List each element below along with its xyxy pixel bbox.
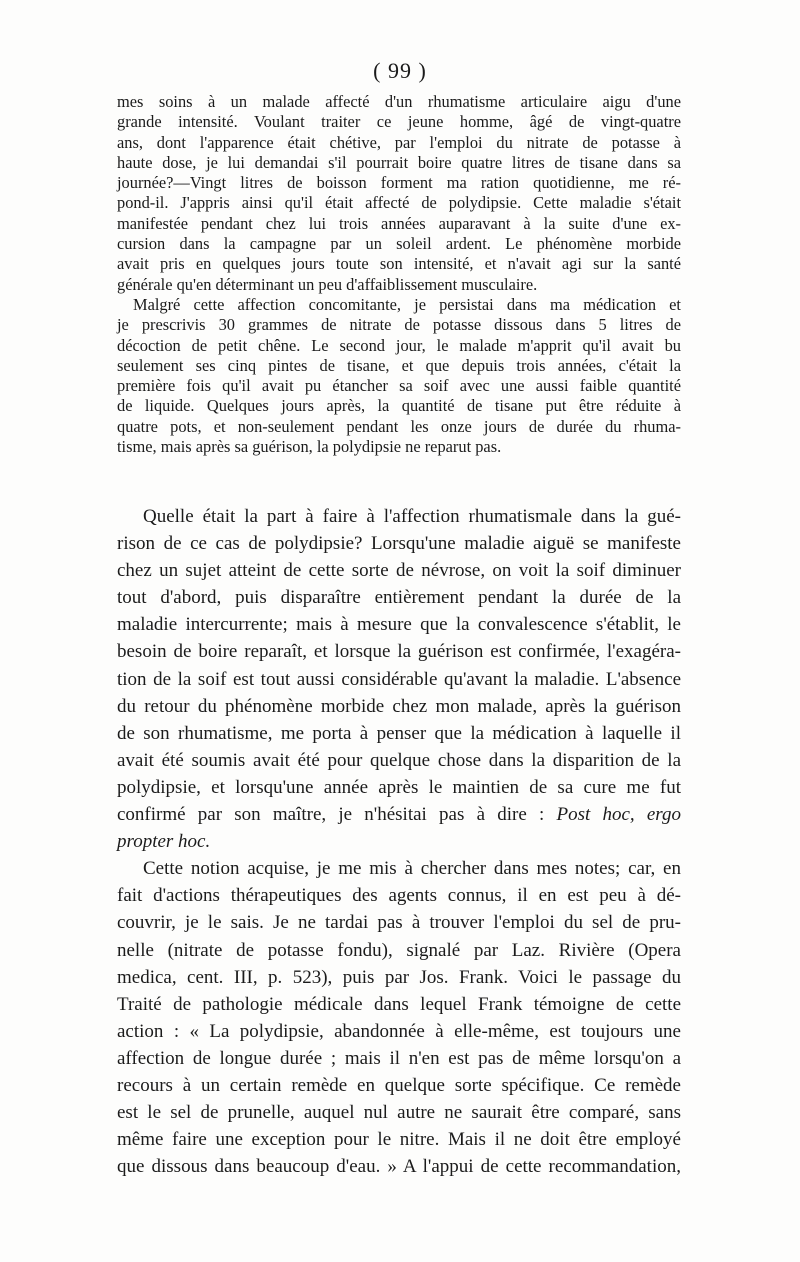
text-line: besoin de boire reparaît, et lorsque la guérison est confirmée, l'exagéra-: [117, 641, 681, 663]
text-segment: confirmé par son maître, je n'hésitai pas à dire :: [117, 804, 557, 826]
text-line: avait été soumis avait été pour quelque chose dans la disparition de la: [117, 749, 681, 771]
text-line: fait d'actions thérapeutiques des agents connus, il en est peu à dé-: [117, 885, 681, 907]
discussion-paragraph: [117, 503, 681, 1180]
text-line: manifestée pendant chez lui trois années auparavant à la suite d'une ex-: [117, 213, 681, 233]
text-line: tout d'abord, puis disparaître entièrement pendant la durée de la: [117, 587, 681, 609]
text-line: du retour du phénomène morbide chez mon malade, après la guérison: [117, 695, 681, 717]
text-line: journée?—Vingt litres de boisson forment ma ration quotidienne, me ré-: [117, 173, 681, 193]
page-number: ( 99 ): [373, 58, 427, 83]
text-line: maladie intercurrente; mais à mesure que la convalescence s'établit, le: [117, 614, 681, 636]
text-line: nelle (nitrate de potasse fondu), signalé par Laz. Rivière (Opera: [117, 939, 681, 961]
text-line: ans, dont l'apparence était chétive, par l'emploi du nitrate de potasse à: [117, 132, 681, 152]
text-line: recours à un certain remède en quelque sorte spécifique. Ce remède: [117, 1074, 681, 1096]
text-line: je prescrivis 30 grammes de nitrate de potasse dissous dans 5 litres de: [117, 315, 681, 335]
text-line: action : « La polydipsie, abandonnée à elle-même, est toujours une: [117, 1020, 681, 1042]
text-line: tisme, mais après sa guérison, la polydipsie ne reparut pas.: [117, 437, 502, 457]
latin-phrase: Post hoc, ergo: [556, 804, 681, 826]
text-line: même faire une exception pour le nitre. Mais il ne doit être employé: [117, 1129, 681, 1151]
case-report-paragraph: [117, 92, 681, 457]
text-line: de liquide. Quelques jours après, la quantité de tisane put être réduite à: [117, 396, 681, 416]
text-line: grande intensité. Voulant traiter ce jeune homme, âgé de vingt-quatre: [117, 112, 681, 132]
text-line: générale qu'en déterminant un peu d'affaiblissement musculaire.: [117, 274, 538, 294]
text-line: de son rhumatisme, me porta à penser que la médication à laquelle il: [117, 722, 681, 744]
text-line: Malgré cette affection concomitante, je persistai dans ma médication et: [133, 294, 681, 314]
text-line: affection de longue durée ; mais il n'en est pas de même lorsqu'on a: [117, 1047, 681, 1069]
text-line: décoction de petit chêne. Le second jour, le malade m'apprit qu'il avait bu: [117, 335, 681, 355]
text-line: couvrir, je le sais. Je ne tardai pas à trouver l'emploi du sel de pru-: [117, 912, 681, 934]
text-line-italic: [117, 828, 681, 855]
text-line: pond-il. J'appris ainsi qu'il était affecté de polydipsie. Cette maladie s'était: [117, 193, 681, 213]
text-line: chez un sujet atteint de cette sorte de névrose, on voit la soif diminuer: [117, 560, 681, 582]
text-line: Traité de pathologie médicale dans lequel Frank témoigne de cette: [117, 993, 681, 1015]
text-line: avait pris en quelques jours toute son intensité, et n'avait agi sur la santé: [117, 254, 681, 274]
text-line: seulement ses cinq pintes de tisane, et que depuis trois années, c'était la: [117, 355, 681, 375]
text-line: Quelle était la part à faire à l'affection rhumatismale dans la gué-: [143, 506, 681, 527]
text-line: première fois qu'il avait pu étancher sa soif avec une aussi faible quantité: [117, 376, 681, 396]
latin-phrase-continuation: propter hoc.: [117, 831, 211, 853]
text-line: rison de ce cas de polydipsie? Lorsqu'une maladie aiguë se manifeste: [117, 533, 681, 555]
text-line: quatre pots, et non-seulement pendant les onze jours de durée du rhuma-: [117, 416, 681, 436]
text-line: est le sel de prunelle, auquel nul autre ne saurait être comparé, sans: [117, 1102, 681, 1124]
text-line: polydipsie, et lorsqu'une année après le maintien de sa cure me fut: [117, 776, 681, 798]
text-line: Cette notion acquise, je me mis à chercher dans mes notes; car, en: [143, 858, 681, 880]
text-line: tion de la soif est tout aussi considérable qu'avant la maladie. L'absence: [117, 668, 681, 690]
text-line: que dissous dans beaucoup d'eau. » A l'appui de cette recommandation,: [117, 1156, 681, 1178]
text-line: cursion dans la campagne par un soleil ardent. Le phénomène morbide: [117, 234, 681, 254]
text-line: medica, cent. III, p. 523), puis par Jos. Frank. Voici le passage du: [117, 966, 681, 988]
text-line-with-italic: [117, 801, 681, 828]
text-line: mes soins à un malade affecté d'un rhumatisme articulaire aigu d'une: [117, 92, 681, 111]
text-line: haute dose, je lui demandai s'il pourrait boire quatre litres de tisane dans sa: [117, 152, 681, 172]
